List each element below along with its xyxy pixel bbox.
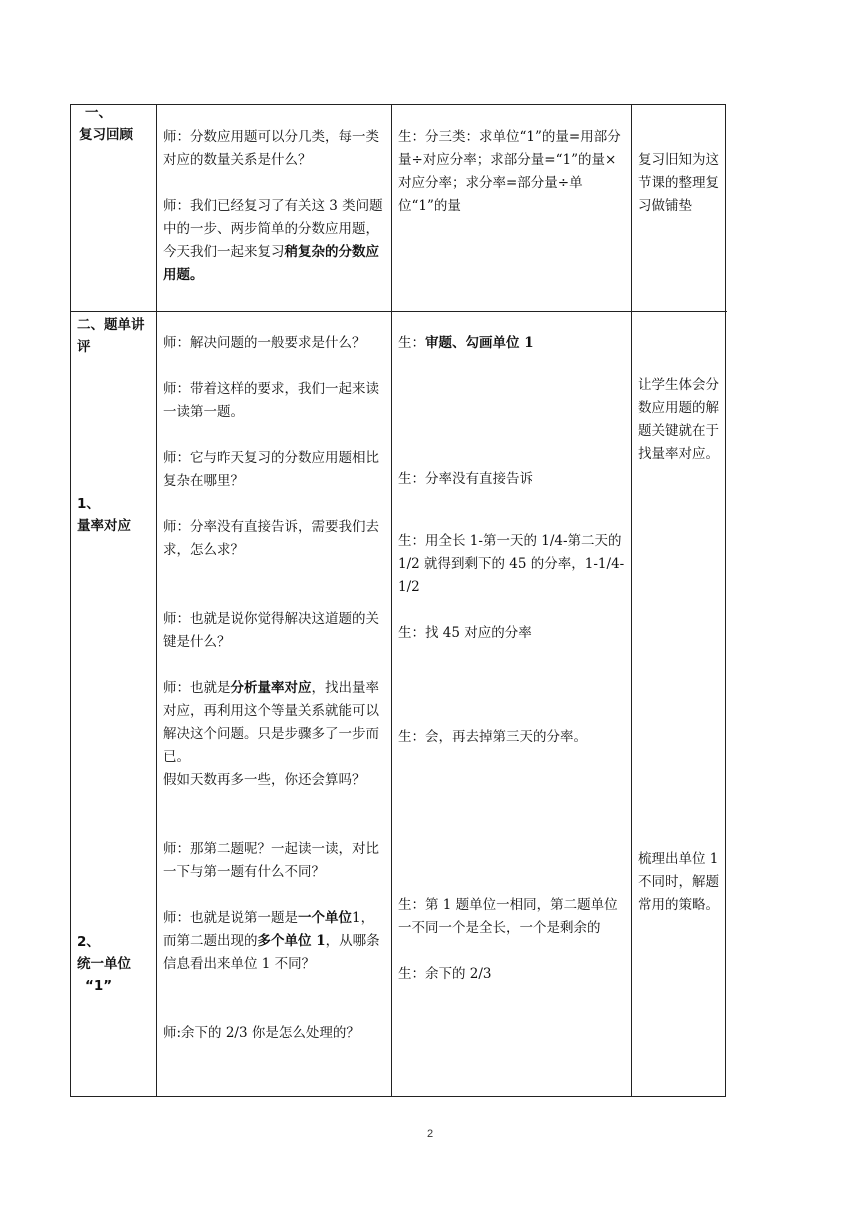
teacher-line: 假如天数再多一些，你还会算吗？ <box>163 772 366 788</box>
emphasis-text: 审题、勾画单位 1 <box>425 335 534 351</box>
emphasis-text: 分析量率对应 <box>230 680 312 696</box>
student-line: 生：分率没有直接告诉 <box>398 471 533 487</box>
intent-cell <box>632 312 726 1097</box>
intent-text: 让学生体会分数应用题的解题关键就在于找量率对应。 <box>638 377 719 462</box>
stage-title: 二、题单讲评 <box>77 317 145 355</box>
emphasis-text: 稍复杂的分数应用题。 <box>163 244 379 283</box>
teacher-line: 师：我们已经复习了有关这 3 类问题中的一步、两步简单的分数应用题，今天我们一起来复习稍复杂的分数应用题。 <box>163 198 383 283</box>
emphasis-text: 多个单位 1 <box>257 933 326 949</box>
sub-stage-number: 2、 <box>77 934 100 950</box>
student-cell <box>392 105 632 312</box>
student-line: 生：用全长 1-第一天的 1/4-第二天的 1/2 就得到剩下的 45 的分率，1-1/4-1/2 <box>398 533 625 595</box>
intent-text: 梳理出单位 1 不同时，解题常用的策略。 <box>638 851 719 913</box>
stage-number: 一、 <box>85 105 112 121</box>
student-line: 生：分三类：求单位“1”的量=用部分量÷对应分率；求部分量=“1”的量×对应分率；求分率=部分量÷单位“1”的量 <box>398 129 621 214</box>
teacher-line: 师：也就是说第一题是一个单位1，而第二题出现的多个单位 1，从哪条信息看出来单位 1 不同？ <box>163 910 380 972</box>
teacher-line: 师：解决问题的一般要求是什么？ <box>163 335 366 351</box>
page-number: 2 <box>426 1128 434 1140</box>
stage-name: 复习回顾 <box>79 127 133 143</box>
stage-cell <box>71 312 157 1097</box>
student-line: 生：审题、勾画单位 1 <box>398 335 534 351</box>
teacher-line: 师：那第二题呢？一起读一读，对比一下与第一题有什么不同？ <box>163 841 379 880</box>
student-line: 生：找 45 对应的分率 <box>398 625 532 641</box>
student-line: 生：余下的 2/3 <box>398 966 492 982</box>
teacher-line: 师：它与昨天复习的分数应用题相比复杂在哪里？ <box>163 450 379 489</box>
lesson-plan-table <box>70 104 726 1097</box>
teacher-line: 师：分率没有直接告诉，需要我们去求，怎么求？ <box>163 519 379 558</box>
table-border-stub <box>630 311 727 312</box>
student-cell <box>392 312 632 1097</box>
student-line: 生：会，再去掉第三天的分率。 <box>398 729 587 745</box>
intent-text: 复习旧知为这节课的整理复习做铺垫 <box>638 152 719 214</box>
sub-stage-name: 统一单位 <box>77 956 131 972</box>
teacher-cell <box>157 312 392 1097</box>
teacher-line: 师：也就是分析量率对应，找出量率对应，再利用这个等量关系就能可以解决这个问题。只是步骤多了一步而已。 <box>163 680 379 765</box>
sub-stage-number: 1、 <box>77 496 100 512</box>
table-row <box>71 105 726 312</box>
teacher-line: 师:余下的 2/3 你是怎么处理的？ <box>163 1025 360 1041</box>
stage-cell <box>71 105 157 312</box>
emphasis-text: 一个单位 <box>298 910 352 926</box>
student-line: 生：第 1 题单位一相同，第二题单位一不同一个是全长，一个是剩余的 <box>398 897 618 936</box>
teacher-line: 师：也就是说你觉得解决这道题的关键是什么？ <box>163 611 379 650</box>
teacher-cell <box>157 105 392 312</box>
teacher-line: 师：分数应用题可以分几类，每一类对应的数量关系是什么？ <box>163 129 379 168</box>
table-row <box>71 312 726 1097</box>
teacher-line: 师：带着这样的要求，我们一起来读一读第一题。 <box>163 381 379 420</box>
sub-stage-name: “1” <box>85 978 113 994</box>
sub-stage-name: 量率对应 <box>77 518 131 534</box>
intent-cell <box>632 105 726 312</box>
